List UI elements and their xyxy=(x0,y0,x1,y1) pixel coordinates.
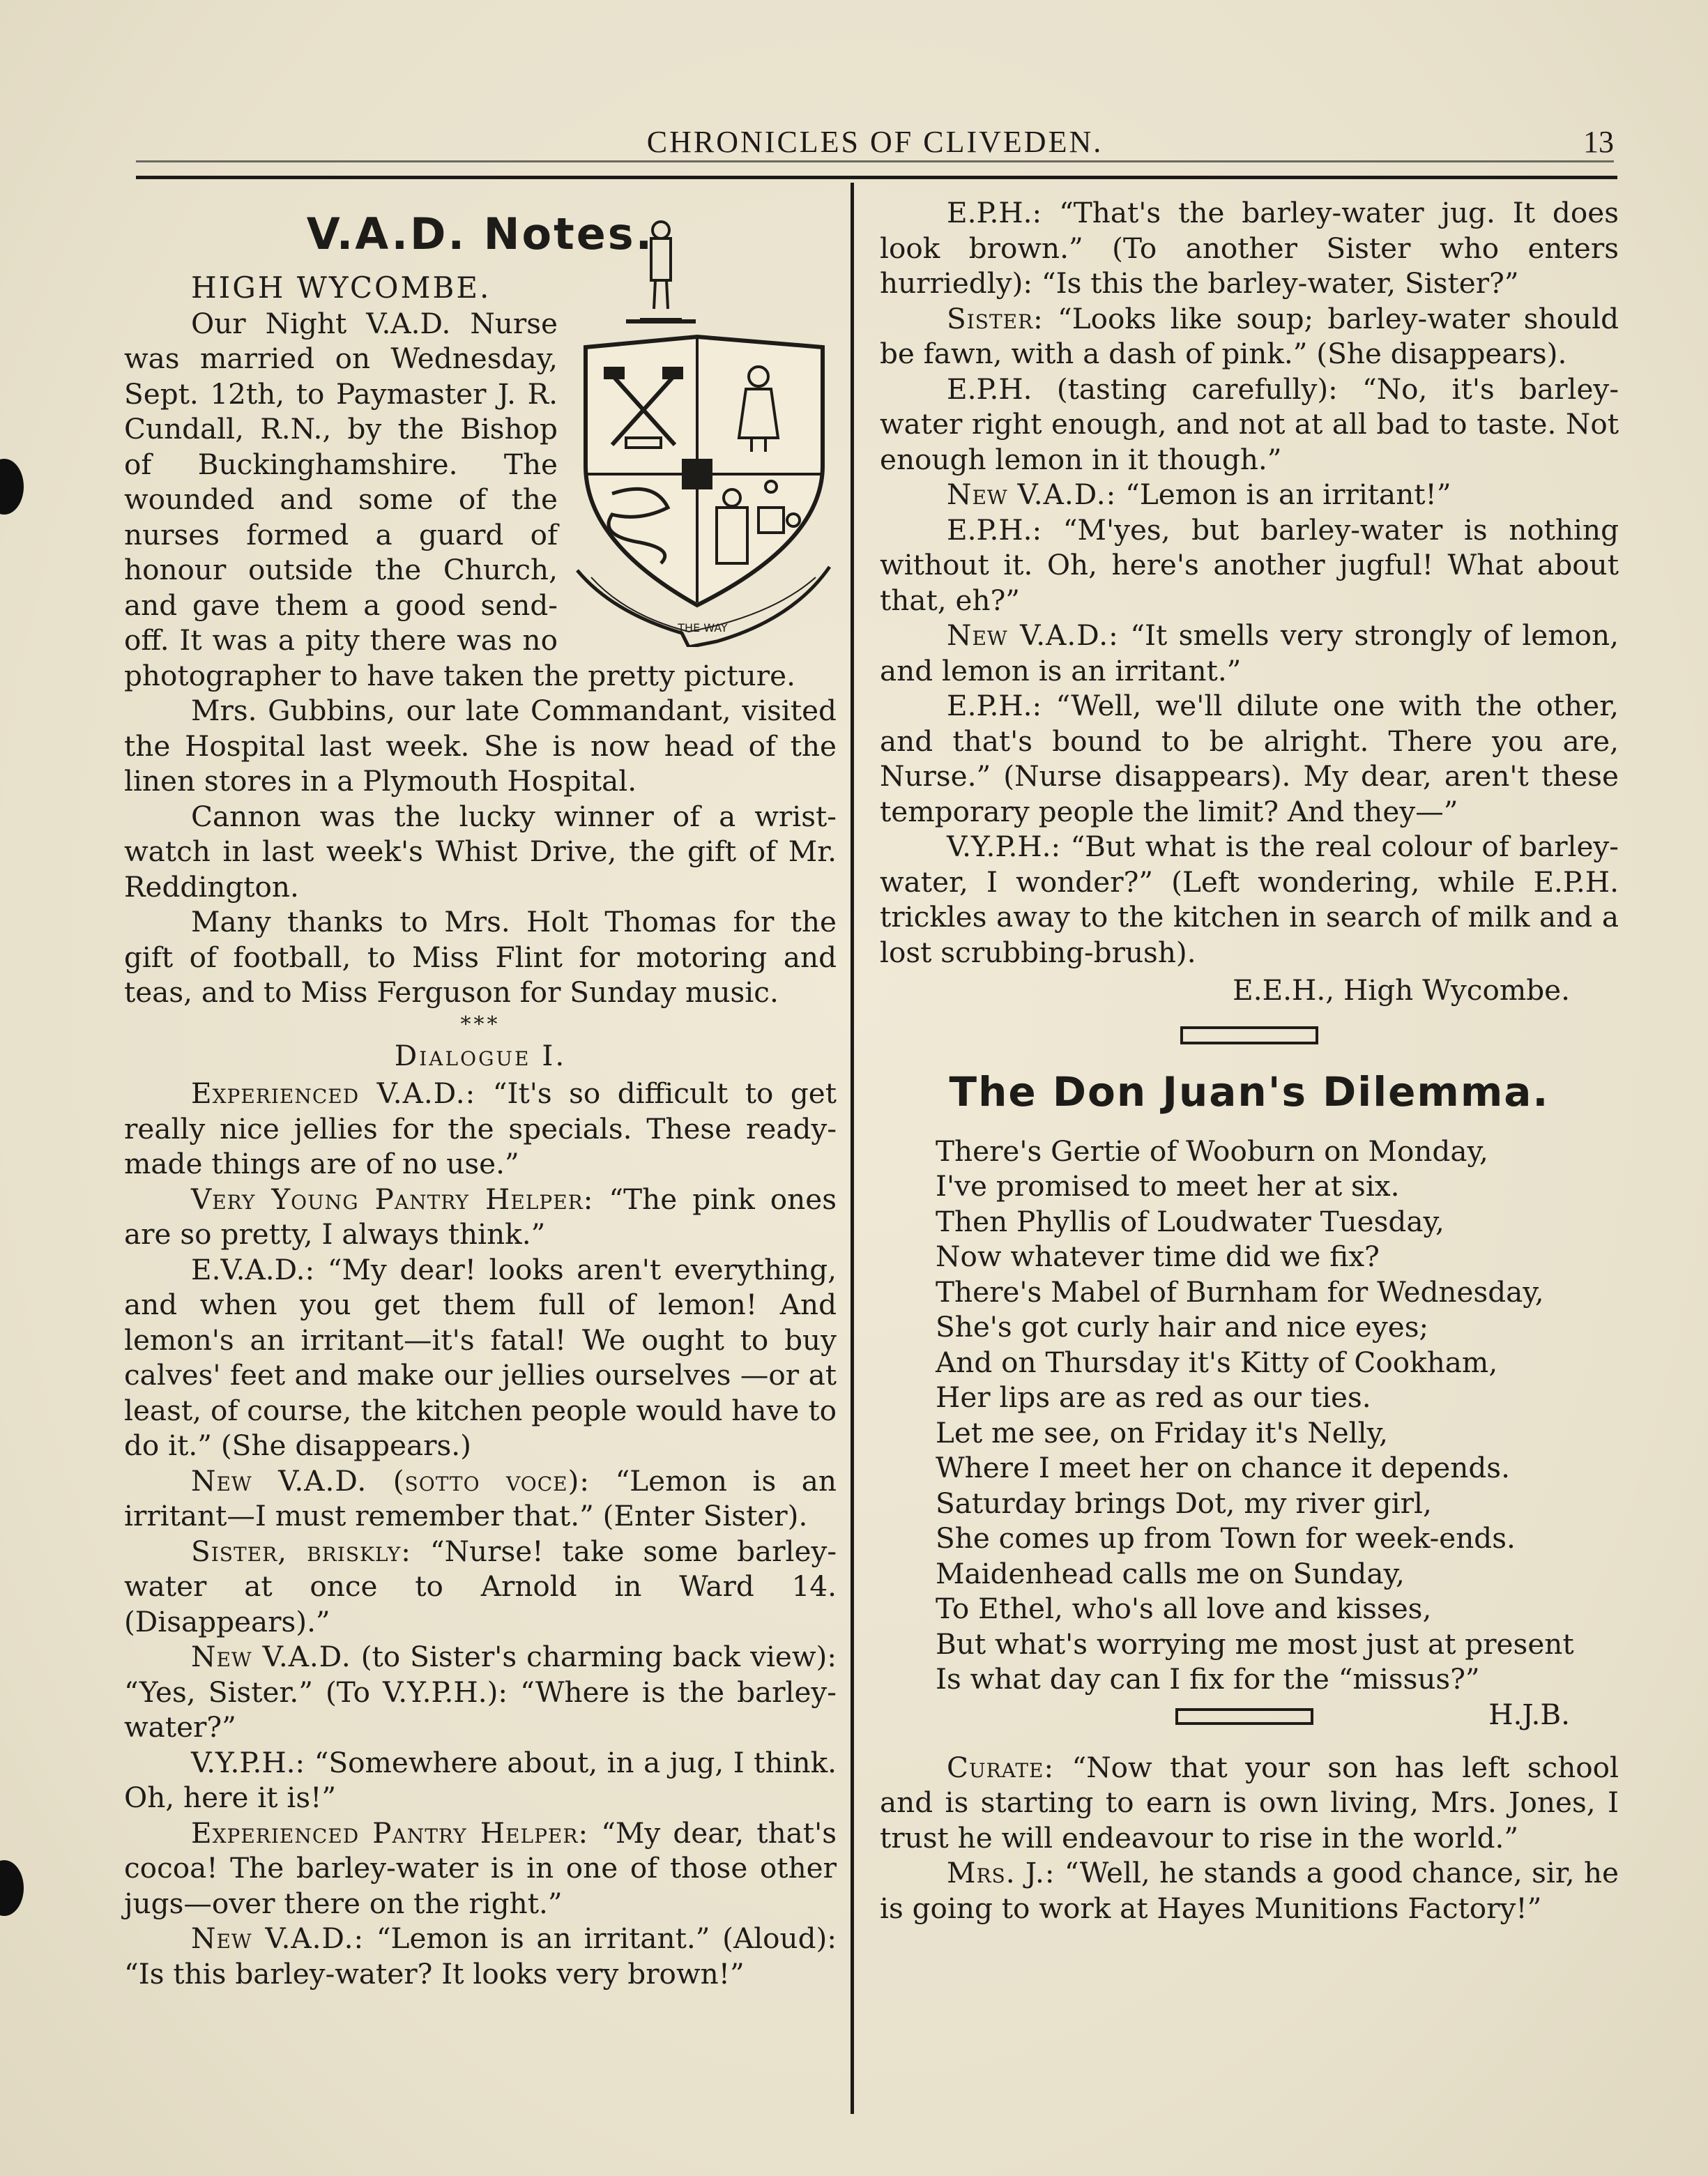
speaker: New V.A.D.: xyxy=(947,478,1117,511)
dialogue-line xyxy=(880,688,1619,829)
speech: “Well, we'll dilute one with the other, and that's bound to be alright. There you are, Nurse.” (Nurse disappears). My dear, aren't these temporary people the limit? And they—” xyxy=(880,689,1619,828)
speech: (to Sister's charming back view): “Yes, Sister.” (To V.Y.P.H.): “Where is the barley-water?” xyxy=(124,1640,837,1744)
crest-icon xyxy=(570,215,837,647)
dialogue-line xyxy=(124,1816,837,1922)
poem-line: Her lips are as red as our ties. xyxy=(936,1380,1371,1414)
dialogue-line xyxy=(880,301,1619,372)
speaker: New V.A.D. xyxy=(191,1640,351,1673)
poem-line: There's Gertie of Wooburn on Monday, xyxy=(936,1134,1488,1168)
speaker: Curate: xyxy=(947,1750,1055,1784)
poem-line: Then Phyllis of Loudwater Tuesday, xyxy=(936,1204,1444,1238)
right-column xyxy=(880,195,1619,1926)
speech: “My dear, that's cocoa! The barley-water is in one of those other jugs—over there on the right.” xyxy=(124,1816,837,1920)
speech: “M'yes, but barley-water is nothing without it. Oh, here's another jugful! What about that, eh?” xyxy=(880,512,1619,617)
speaker: Mrs. J.: xyxy=(947,1856,1055,1889)
poem-line: I've promised to meet her at six. xyxy=(936,1169,1400,1203)
poem-line: To Ethel, who's all love and kisses, xyxy=(936,1592,1432,1625)
speech: “It's so difficult to get really nice jellies for the specials. These ready-made things are of no use.” xyxy=(124,1076,837,1180)
header-rule xyxy=(136,176,1617,179)
dialogue-line xyxy=(124,1076,837,1182)
section-subheading: HIGH WYCOMBE. xyxy=(191,271,491,305)
speech: “The pink ones are so pretty, I always think.” xyxy=(124,1182,837,1251)
speaker: E.P.H.: xyxy=(947,512,1042,547)
speech: “Well, he stands a good chance, sir, he is going to work at Hayes Munitions Factory!” xyxy=(880,1856,1619,1925)
dialogue-line xyxy=(880,512,1619,618)
running-header xyxy=(136,119,1614,162)
dialogue-line xyxy=(880,829,1619,970)
dialogue-line xyxy=(124,1252,837,1463)
speaker: Sister, briskly: xyxy=(191,1534,411,1568)
paragraph: Many thanks to Mrs. Holt Thomas for the gift of football, to Miss Flint for motoring and teas, and to Miss Ferguson for Sunday music. xyxy=(124,905,837,1009)
speaker: Sister: xyxy=(947,301,1044,335)
dialogue-line xyxy=(124,1921,837,1991)
vad-notes-title: V.A.D. Notes. xyxy=(306,208,655,259)
speech: “Lemon is an irritant—I must remember that.” (Enter Sister). xyxy=(124,1463,837,1532)
signature: E.E.H., High Wycombe. xyxy=(1233,973,1570,1007)
poem-line: Now whatever time did we fix? xyxy=(936,1240,1380,1273)
poem-line: Where I meet her on chance it depends. xyxy=(936,1451,1510,1484)
poem-line: Saturday brings Dot, my river girl, xyxy=(936,1486,1432,1520)
dialogue-line xyxy=(124,1182,837,1252)
speech: “Now that your son has left school and is starting to earn is own living, Mrs. Jones, I trust he will endeavour to rise in the world.” xyxy=(880,1750,1619,1855)
publication-title: CHRONICLES OF CLIVEDEN. xyxy=(646,125,1104,159)
speaker: E.P.H.: xyxy=(947,689,1042,722)
poem xyxy=(880,1134,1619,1697)
ornament-divider xyxy=(1180,1026,1318,1044)
speaker: New V.A.D. (sotto voce): xyxy=(191,1463,590,1498)
joke-line xyxy=(880,1855,1619,1926)
poem-line: Let me see, on Friday it's Nelly, xyxy=(936,1415,1389,1450)
speaker: E.V.A.D.: xyxy=(191,1252,315,1286)
speaker: Experienced Pantry Helper: xyxy=(191,1816,589,1850)
speech: “Looks like soup; barley-water should be fawn, with a dash of pink.” (She disappears). xyxy=(880,301,1619,370)
poem-title: The Don Juan's Dilemma. xyxy=(949,1067,1550,1116)
dialogue-line xyxy=(880,195,1619,301)
speaker: E.P.H.: xyxy=(947,196,1042,229)
joke-line xyxy=(880,1750,1619,1856)
crest-motto: THE WAY xyxy=(678,621,728,634)
dialogue-line xyxy=(124,1745,837,1816)
spacer xyxy=(880,1736,1619,1750)
speech: “But what is the real colour of barley-water, I wonder?” (Left wondering, while E.P.H. trickles away to the kitchen in search of milk and a lost scrubbing-brush). xyxy=(880,830,1619,969)
speaker: Very Young Pantry Helper: xyxy=(191,1182,594,1216)
paragraph: Our Night V.A.D. Nurse was married on Wednesday, Sept. 12th, to Paymaster J. R. Cundall, R.N., by the Bishop of Buckinghamshire. The wounded and some of the nurses formed a guard of honour outside the Church, and gave them a good send-off. It was a pity there was no photographer to have taken the pretty picture. xyxy=(124,306,795,692)
paragraph: Cannon was the lucky winner of a wrist-watch in last week's Whist Drive, the gift of Mr. Reddington. xyxy=(124,799,837,904)
separator: *** xyxy=(460,1012,501,1037)
dialogue-line xyxy=(124,1639,837,1745)
left-column xyxy=(124,195,837,1991)
paragraph: Mrs. Gubbins, our late Commandant, visited the Hospital last week. She is now head of the linen stores in a Plymouth Hospital. xyxy=(124,694,837,798)
speech: (tasting carefully): “No, it's barley-water right enough, and not at all bad to taste. Not enough lemon in it though.” xyxy=(880,372,1619,476)
speaker: New V.A.D.: xyxy=(947,618,1119,652)
speech: “Somewhere about, in a jug, I think. Oh, here it is!” xyxy=(124,1745,837,1814)
dialogue-line xyxy=(880,477,1619,512)
speech: “Nurse! take some barley-water at once to Arnold in Ward 14. (Disappears).” xyxy=(124,1534,837,1638)
dialogue-line xyxy=(880,618,1619,688)
dialogue-line xyxy=(880,372,1619,478)
speaker: Experienced V.A.D.: xyxy=(191,1076,476,1110)
speech: “Lemon is an irritant!” xyxy=(1125,478,1451,511)
poem-line: She comes up from Town for week-ends. xyxy=(936,1521,1516,1555)
poem-line: And on Thursday it's Kitty of Cookham, xyxy=(936,1345,1498,1379)
speech: “That's the barley-water jug. It does look brown.” (To another Sister who enters hurriedly): “Is this the barley-water, Sister?” xyxy=(880,196,1619,300)
speech: “My dear! looks aren't everything, and when you get them full of lemon! And lemon's an irritant—it's fatal! We ought to buy calves' feet and make our jellies ourselves —or at least, of course, the kitchen people would have to do it.” (She disappears.) xyxy=(124,1252,837,1462)
dialogue-line xyxy=(124,1463,837,1534)
page-number: 13 xyxy=(1583,125,1614,159)
speech: “Lemon is an irritant.” (Aloud): “Is this barley-water? It looks very brown!” xyxy=(124,1922,837,1991)
speaker: New V.A.D.: xyxy=(191,1922,365,1955)
speech: “It smells very strongly of lemon, and lemon is an irritant.” xyxy=(880,618,1619,687)
poem-line: There's Mabel of Burnham for Wednesday, xyxy=(936,1275,1544,1309)
dialogue-heading: Dialogue I. xyxy=(394,1038,567,1072)
poem-footer xyxy=(880,1697,1619,1736)
ornament-divider xyxy=(1175,1708,1313,1725)
speaker: V.Y.P.H.: xyxy=(191,1745,305,1779)
dialogue-line xyxy=(124,1534,837,1640)
poem-signature: H.J.B. xyxy=(1488,1697,1570,1731)
crest-illustration xyxy=(570,215,837,647)
speaker: V.Y.P.H.: xyxy=(947,830,1061,863)
poem-line: She's got curly hair and nice eyes; xyxy=(936,1310,1429,1344)
column-rule xyxy=(851,183,854,2114)
poem-line: Is what day can I fix for the “missus?” xyxy=(936,1662,1480,1696)
speaker: E.P.H. xyxy=(947,372,1032,406)
poem-line: Maidenhead calls me on Sunday, xyxy=(936,1556,1405,1590)
poem-line: But what's worrying me most just at present xyxy=(936,1627,1574,1661)
